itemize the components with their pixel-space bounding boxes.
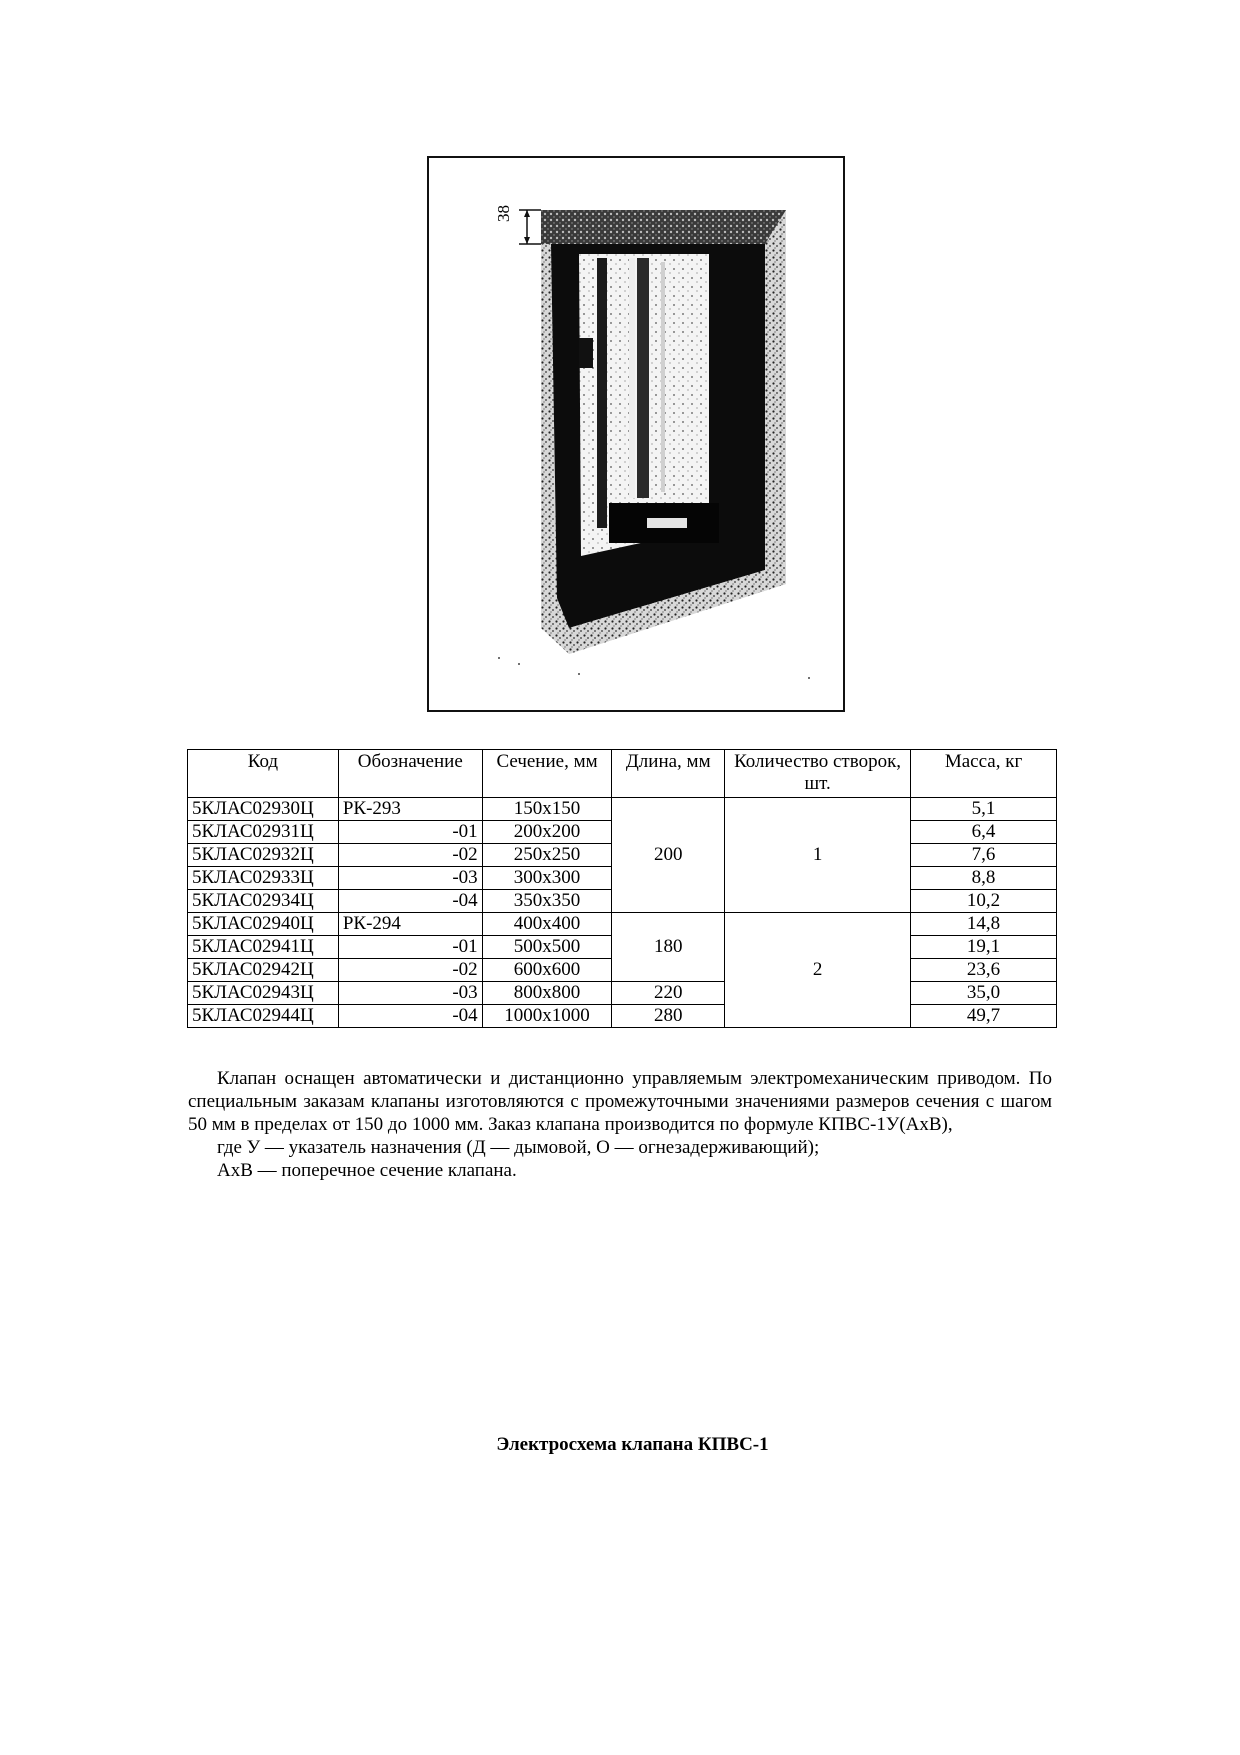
cell-designation: -04 <box>338 890 482 913</box>
cell-length: 280 <box>612 1005 725 1028</box>
description-paragraph: Клапан оснащен автоматически и дистанционно управляемым электромеханическим приводом. По специальным заказам клапаны изготовляются с промежуточными значениями размеров сечения с шагом 50 мм в пределах от 150 до 1000 мм. Заказ клапана производится по формуле КПВС-1У(АхВ), <box>188 1068 1052 1135</box>
cell-designation: РК-294 <box>338 913 482 936</box>
table-header-row <box>188 750 1057 798</box>
cell-mass: 5,1 <box>911 798 1057 821</box>
cell-section: 250х250 <box>482 844 612 867</box>
table-row <box>188 798 1057 821</box>
cell-code: 5КЛАС02932Ц <box>188 844 339 867</box>
header-section: Сечение, мм <box>482 750 612 798</box>
cell-section: 350х350 <box>482 890 612 913</box>
cell-section: 200х200 <box>482 821 612 844</box>
cell-designation: -03 <box>338 982 482 1005</box>
header-mass: Масса, кг <box>911 750 1057 798</box>
valve-illustration <box>429 158 843 710</box>
cell-code: 5КЛАС02942Ц <box>188 959 339 982</box>
spec-table <box>187 749 1057 1028</box>
header-designation: Обозначение <box>338 750 482 798</box>
cell-mass: 6,4 <box>911 821 1057 844</box>
cell-designation: -04 <box>338 1005 482 1028</box>
cell-code: 5КЛАС02934Ц <box>188 890 339 913</box>
cell-length: 220 <box>612 982 725 1005</box>
formula-axb-line: АхВ — поперечное сечение клапана. <box>217 1160 517 1181</box>
header-leaves: Количество створок, шт. <box>725 750 911 798</box>
table-row <box>188 1005 1057 1028</box>
cell-length: 200 <box>612 798 725 913</box>
cell-mass: 23,6 <box>911 959 1057 982</box>
dimension-label: 38 <box>494 205 513 222</box>
cell-section: 150х150 <box>482 798 612 821</box>
cell-designation: -03 <box>338 867 482 890</box>
table-row <box>188 913 1057 936</box>
cell-code: 5КЛАС02943Ц <box>188 982 339 1005</box>
cell-leaves: 2 <box>725 913 911 1028</box>
cell-mass: 14,8 <box>911 913 1057 936</box>
cell-section: 600х600 <box>482 959 612 982</box>
description-block <box>188 1067 1052 1182</box>
cell-mass: 10,2 <box>911 890 1057 913</box>
formula-legend-line: где У — указатель назначения (Д — дымовой, О — огнезадерживающий); <box>217 1137 820 1158</box>
cell-section: 500х500 <box>482 936 612 959</box>
cell-mass: 35,0 <box>911 982 1057 1005</box>
cell-length: 180 <box>612 913 725 982</box>
cell-designation: -02 <box>338 844 482 867</box>
cell-mass: 7,6 <box>911 844 1057 867</box>
section-title: Электросхема клапана КПВС-1 <box>496 1434 769 1455</box>
cell-mass: 19,1 <box>911 936 1057 959</box>
cell-code: 5КЛАС02933Ц <box>188 867 339 890</box>
cell-code: 5КЛАС02944Ц <box>188 1005 339 1028</box>
cell-designation: РК-293 <box>338 798 482 821</box>
cell-section: 300х300 <box>482 867 612 890</box>
cell-code: 5КЛАС02941Ц <box>188 936 339 959</box>
cell-designation: -02 <box>338 959 482 982</box>
cell-designation: -01 <box>338 936 482 959</box>
product-photo <box>427 156 845 712</box>
cell-mass: 49,7 <box>911 1005 1057 1028</box>
cell-section: 1000х1000 <box>482 1005 612 1028</box>
cell-mass: 8,8 <box>911 867 1057 890</box>
cell-section: 800х800 <box>482 982 612 1005</box>
cell-code: 5КЛАС02930Ц <box>188 798 339 821</box>
cell-leaves: 1 <box>725 798 911 913</box>
cell-code: 5КЛАС02931Ц <box>188 821 339 844</box>
table-row <box>188 982 1057 1005</box>
header-code: Код <box>188 750 339 798</box>
cell-code: 5КЛАС02940Ц <box>188 913 339 936</box>
header-length: Длина, мм <box>612 750 725 798</box>
cell-section: 400х400 <box>482 913 612 936</box>
cell-designation: -01 <box>338 821 482 844</box>
